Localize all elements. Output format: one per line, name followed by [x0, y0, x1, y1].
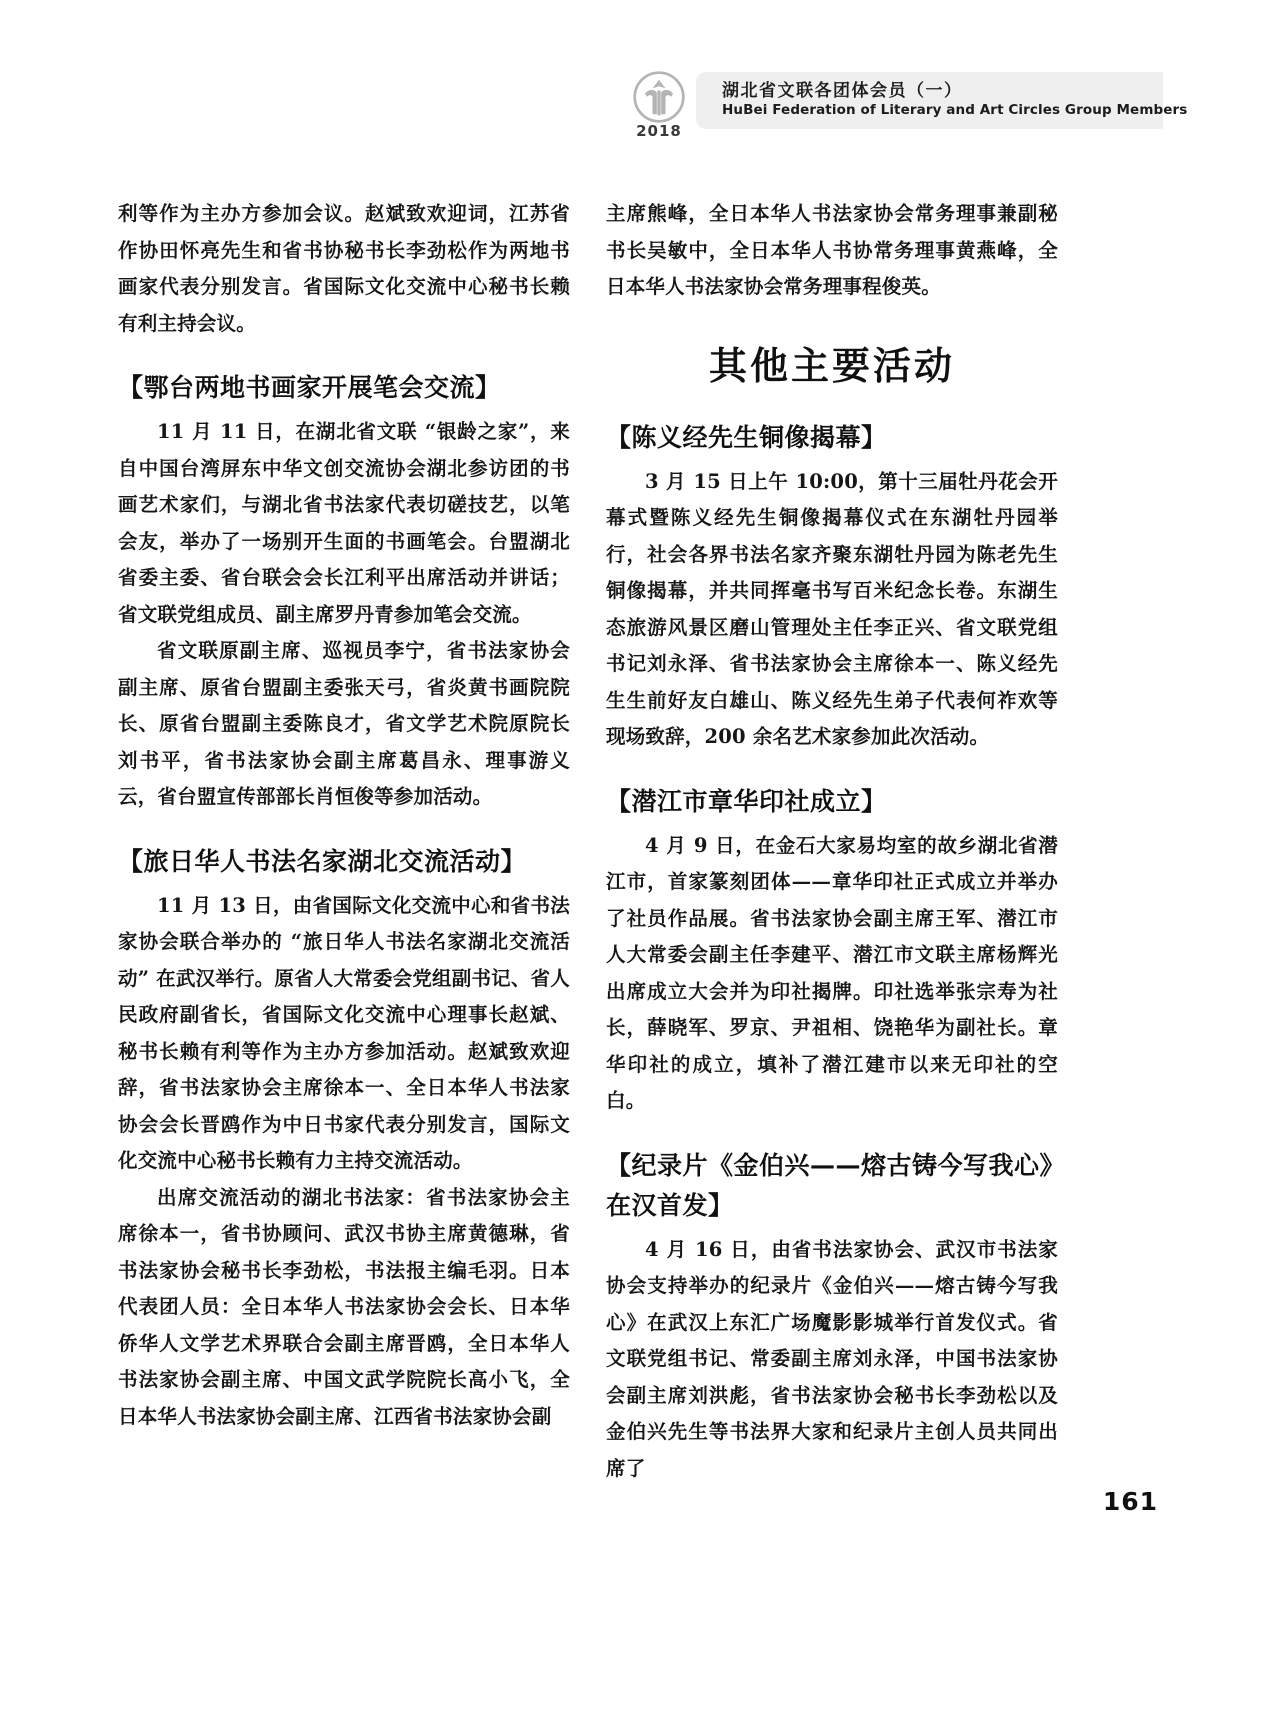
paragraph: 11 月 11 日，在湖北省文联 “银龄之家”，来自中国台湾屏东中华文创交流协会湖北参访团的书画艺术家们，与湖北省书法家代表切磋技艺，以笔会友，举办了一场别开生面的书画笔会。台盟湖北省委主委、省台联会会长江利平出席活动并讲话；省文联党组成员、副主席罗丹青参加笔会交流。 [118, 420, 570, 626]
left-column [118, 196, 570, 1435]
logo-block [622, 70, 696, 146]
right-column [606, 196, 1058, 1487]
running-header-title-en: HuBei Federation of Literary and Art Circles Group Members [722, 102, 1188, 118]
running-header-title-cn: 湖北省文联各团体会员（一） [722, 81, 963, 101]
paragraph: 省文联原副主席、巡视员李宁，省书法家协会副主席、原省台盟副主委张天弓，省炎黄书画院院长、原省台盟副主委陈良才，省文学艺术院原院长刘书平，省书法家协会副主席葛昌永、理事游义云，省台盟宣传部部长肖恒俊等参加活动。 [118, 639, 570, 808]
paragraph: 3 月 15 日上午 10:00，第十三届牡丹花会开幕式暨陈义经先生铜像揭幕仪式在东湖牡丹园举行，社会各界书法名家齐聚东湖牡丹园为陈老先生铜像揭幕，并共同挥毫书写百米纪念长卷。东湖生态旅游风景区磨山管理处主任李正兴、省文联党组书记刘永泽、省书法家协会主席徐本一、陈义经先生生前好友白雄山、陈义经先生弟子代表何祚欢等现场致辞，200 余名艺术家参加此次活动。 [606, 469, 1058, 748]
paragraph: 出席交流活动的湖北书法家：省书法家协会主席徐本一，省书协顾问、武汉书协主席黄德琳，省书法家协会秘书长李劲松，书法报主编毛羽。日本代表团人员：全日本华人书法家协会会长、日本华侨华人文学艺术界联合会副主席晋鸥，全日本华人书法家协会副主席、中国文武学院院长高小飞，全日本华人书法家协会副主席、江西省书法家协会副 [118, 1185, 570, 1428]
section-heading-japan-calligraphers: 【旅日华人书法名家湖北交流活动】 [118, 846, 527, 876]
section-heading-zhanghua-seal-society: 【潜江市章华印社成立】 [606, 786, 887, 816]
right-continued-paragraph: 主席熊峰，全日本华人书法家协会常务理事兼副秘书长吴敏中，全日本华人书协常务理事黄燕峰，全日本华人书法家协会常务理事程俊英。 [606, 202, 1058, 298]
section-heading-chenyijing-statue: 【陈义经先生铜像揭幕】 [606, 422, 887, 452]
paragraph: 4 月 9 日，在金石大家易均室的故乡湖北省潜江市，首家篆刻团体——章华印社正式成立并举办了社员作品展。省书法家协会副主席王军、潜江市人大常委会副主任李建平、潜江市文联主席杨辉光出席成立大会并为印社揭牌。印社选举张宗寿为社长，薛晓军、罗京、尹祖相、饶艳华为副社长。章华印社的成立，填补了潜江建市以来无印社的空白。 [606, 833, 1058, 1112]
left-continued-paragraph: 利等作为主办方参加会议。赵斌致欢迎词，江苏省作协田怀亮先生和省书协秘书长李劲松作为两地书画家代表分别发言。省国际文化交流中心秘书长赖有利主持会议。 [118, 202, 570, 335]
paragraph: 4 月 16 日，由省书法家协会、武汉市书法家协会支持举办的纪录片《金伯兴——熔古铸今写我心》在武汉上东汇广场魔影影城举行首发仪式。省文联党组书记、常委副主席刘永泽，中国书法家协会副主席刘洪彪，省书法家协会秘书长李劲松以及金伯兴先生等书法界大家和纪录片主创人员共同出席了 [606, 1237, 1058, 1480]
page-section-title: 其他主要活动 [708, 343, 955, 388]
running-header [618, 72, 1188, 140]
page-number: 161 [1102, 1487, 1158, 1516]
logo-year: 2018 [636, 122, 682, 140]
section-heading-biaohui-exchange: 【鄂台两地书画家开展笔会交流】 [118, 373, 501, 402]
section-heading-documentary-premiere: 【纪录片《金伯兴——熔古铸今写我心》在汉首发】 [606, 1150, 1053, 1220]
federation-emblem-icon [632, 70, 686, 124]
paragraph: 11 月 13 日，由省国际文化交流中心和省书法家协会联合举办的 “旅日华人书法名家湖北交流活动” 在武汉举行。原省人大常委会党组副书记、省人民政府副省长，省国际文化交流中心理事长赵斌、秘书长赖有利等作为主办方参加活动。赵斌致欢迎辞，省书法家协会主席徐本一、全日本华人书法家协会会长晋鸥作为中日书家代表分别发言，国际文化交流中心秘书长赖有力主持交流活动。 [118, 893, 570, 1172]
